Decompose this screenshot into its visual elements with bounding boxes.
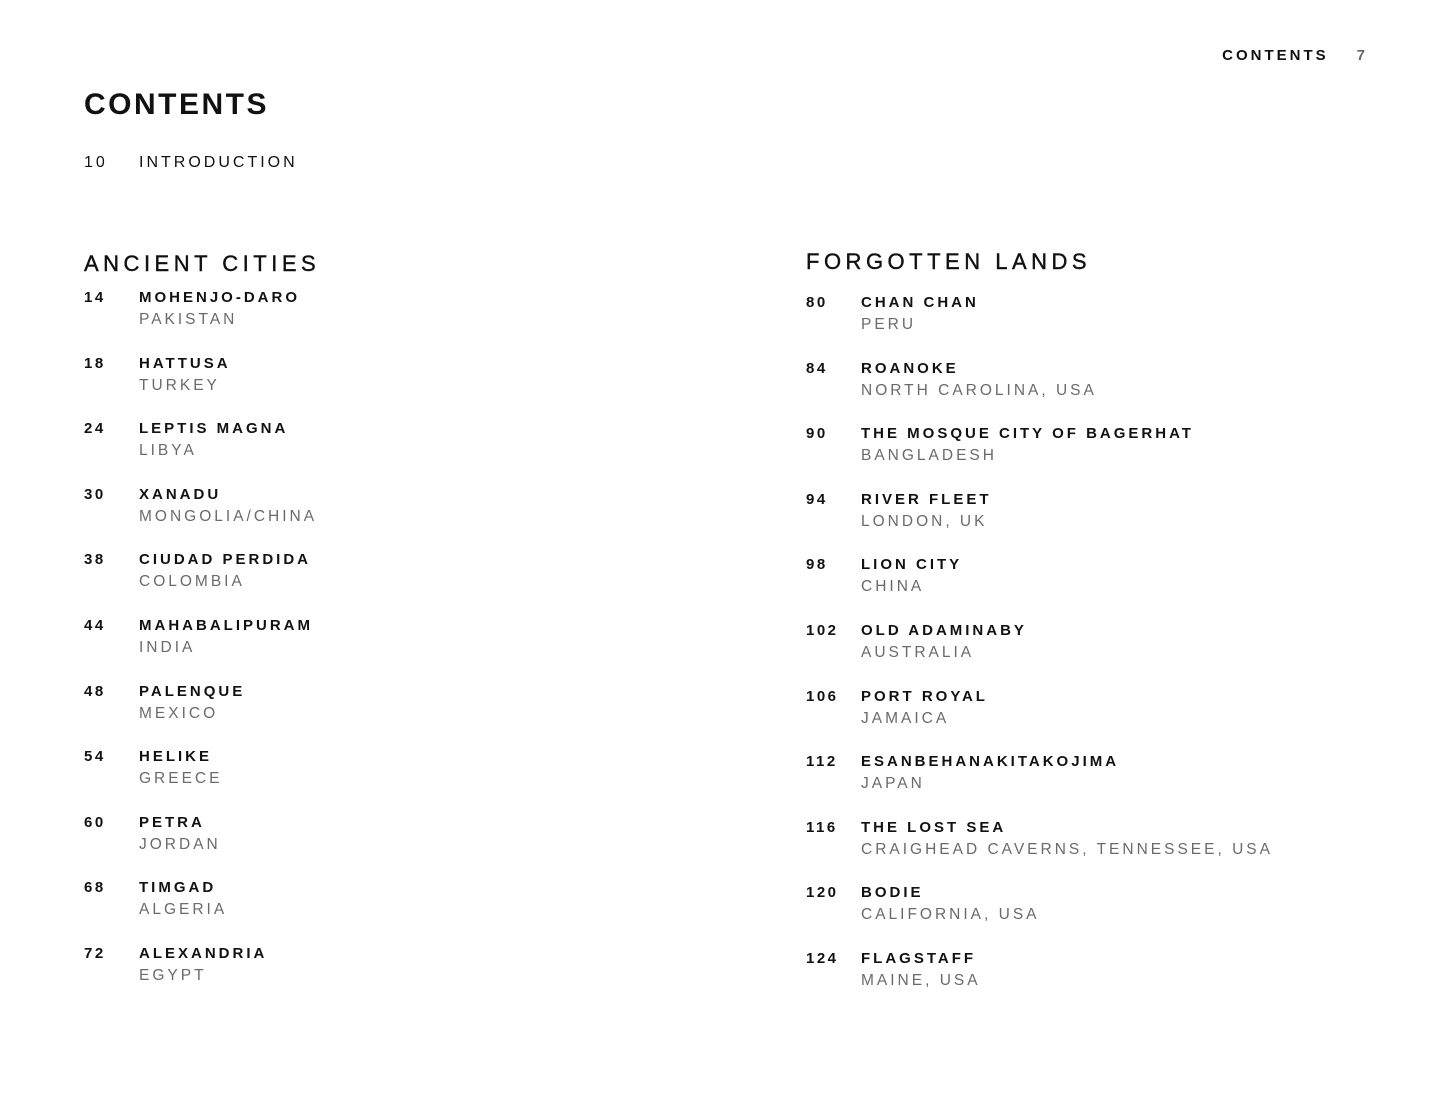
toc-entry-name: INTRODUCTION [139, 154, 298, 171]
toc-entry-name: LION CITY [861, 556, 963, 574]
toc-entry-place: PAKISTAN [139, 311, 238, 328]
toc-entry-page: 90 [806, 425, 828, 443]
toc-entry-page: 116 [806, 818, 838, 836]
toc-list [84, 289, 320, 1011]
toc-entry-place: CRAIGHEAD CAVERNS, TENNESSEE, USA [861, 840, 1273, 858]
toc-entry-page: 80 [806, 294, 828, 311]
toc-entry[interactable] [806, 753, 1120, 819]
toc-entry-place: PERU [861, 316, 917, 333]
toc-entry-place: EGYPT [139, 966, 207, 984]
toc-entry[interactable] [806, 491, 1091, 557]
toc-entry[interactable] [84, 617, 320, 683]
toc-entry-name: LEPTIS MAGNA [139, 420, 289, 438]
toc-entry-page: 124 [806, 949, 839, 967]
toc-entry[interactable] [84, 683, 320, 749]
toc-entry-page: 72 [84, 944, 106, 962]
running-head-label: CONTENTS [1222, 47, 1329, 64]
toc-entry-place: JAPAN [861, 775, 925, 793]
toc-entry[interactable] [806, 688, 1091, 754]
toc-entry[interactable] [84, 814, 320, 880]
page-number: 7 [1356, 47, 1365, 64]
page-title: CONTENTS [84, 88, 269, 121]
toc-entry-name: OLD ADAMINABY [861, 621, 1027, 639]
toc-entry-name: ALEXANDRIA [139, 944, 268, 962]
toc-entry-name: MOHENJO-DARO [139, 289, 301, 306]
toc-entry-name: CHAN CHAN [861, 294, 979, 311]
toc-entry[interactable] [84, 879, 320, 945]
toc-entry-place: BANGLADESH [861, 447, 997, 465]
toc-list [806, 294, 1273, 1016]
toc-entry-name: CIUDAD PERDIDA [139, 551, 312, 569]
toc-entry[interactable] [84, 551, 320, 617]
toc-entry[interactable] [84, 748, 320, 814]
toc-entry-page: 38 [84, 551, 106, 569]
toc-entry-page: 98 [806, 556, 828, 574]
toc-entry-page: 30 [84, 485, 106, 503]
toc-entry-place: ALGERIA [139, 901, 228, 919]
section-title: FORGOTTEN LANDS [806, 249, 1092, 274]
toc-entry-page: 10 [84, 154, 108, 171]
toc-entry-page: 106 [806, 687, 839, 705]
toc-entry[interactable] [806, 818, 1273, 885]
section-forgotten-lands [806, 249, 1273, 1016]
toc-entry[interactable] [806, 556, 1091, 622]
toc-entry-name: RIVER FLEET [861, 490, 992, 508]
toc-entry-name: ESANBEHANAKITAKOJIMA [861, 753, 1120, 771]
toc-entry-page: 44 [84, 616, 106, 634]
toc-entry-name: BODIE [861, 884, 924, 902]
toc-entry-name: MAHABALIPURAM [139, 616, 313, 634]
toc-entry-place: LIBYA [139, 442, 197, 460]
toc-entry-name: XANADU [139, 485, 222, 503]
toc-entry[interactable] [84, 486, 320, 552]
toc-entry-page: 60 [84, 813, 106, 831]
toc-entry-place: MONGOLIA/CHINA [139, 507, 318, 525]
toc-entry[interactable] [84, 355, 320, 421]
toc-entry-place: TURKEY [139, 376, 220, 394]
toc-entry-name: HELIKE [139, 748, 213, 766]
toc-entry-page: 18 [84, 354, 106, 372]
toc-entry-page: 102 [806, 621, 839, 639]
toc-entry-name: FLAGSTAFF [861, 949, 977, 967]
toc-entry[interactable] [806, 294, 1091, 360]
toc-entry-name: THE LOST SEA [861, 818, 1007, 836]
toc-entry-place: CHINA [861, 578, 925, 596]
toc-entry-page: 14 [84, 289, 106, 306]
toc-entry-page: 84 [806, 359, 828, 377]
toc-entry-page: 54 [84, 748, 106, 766]
toc-entry[interactable] [84, 945, 320, 1011]
toc-entry-place: JORDAN [139, 835, 221, 853]
toc-entry-name: PALENQUE [139, 682, 246, 700]
toc-entry-place: NORTH CAROLINA, USA [861, 381, 1097, 399]
toc-entry[interactable] [806, 359, 1097, 426]
toc-entry-name: ROANOKE [861, 359, 959, 377]
toc-entry-place: JAMAICA [861, 709, 950, 727]
toc-entry-place: CALIFORNIA, USA [861, 906, 1040, 924]
toc-entry-page: 24 [84, 420, 106, 438]
section-ancient-cities [84, 251, 320, 1011]
toc-entry-page: 48 [84, 682, 106, 700]
toc-entry[interactable] [806, 622, 1091, 688]
toc-entry[interactable] [84, 289, 320, 355]
toc-entry-name: TIMGAD [139, 879, 217, 897]
toc-entry-page: 68 [84, 879, 106, 897]
toc-entry[interactable] [806, 950, 1091, 1016]
toc-entry-name: THE MOSQUE CITY OF BAGERHAT [861, 425, 1194, 443]
toc-entry-page: 120 [806, 884, 839, 902]
toc-entry-page: 94 [806, 490, 828, 508]
running-head [1222, 47, 1365, 64]
toc-entry-place: AUSTRALIA [861, 643, 975, 661]
toc-entry-place: MAINE, USA [861, 971, 981, 989]
toc-entry-place: INDIA [139, 638, 196, 656]
toc-entry[interactable] [806, 425, 1194, 491]
toc-entry-place: MEXICO [139, 704, 219, 722]
toc-entry[interactable] [806, 884, 1091, 950]
toc-entry-place: LONDON, UK [861, 512, 988, 530]
toc-entry-name: HATTUSA [139, 354, 231, 372]
toc-entry-page: 112 [806, 753, 838, 771]
toc-entry-place: COLOMBIA [139, 573, 245, 591]
toc-entry[interactable] [84, 420, 320, 486]
section-title: ANCIENT CITIES [84, 251, 321, 276]
toc-entry-place: GREECE [139, 770, 223, 788]
toc-entry-name: PETRA [139, 813, 205, 831]
toc-entry-name: PORT ROYAL [861, 687, 988, 705]
